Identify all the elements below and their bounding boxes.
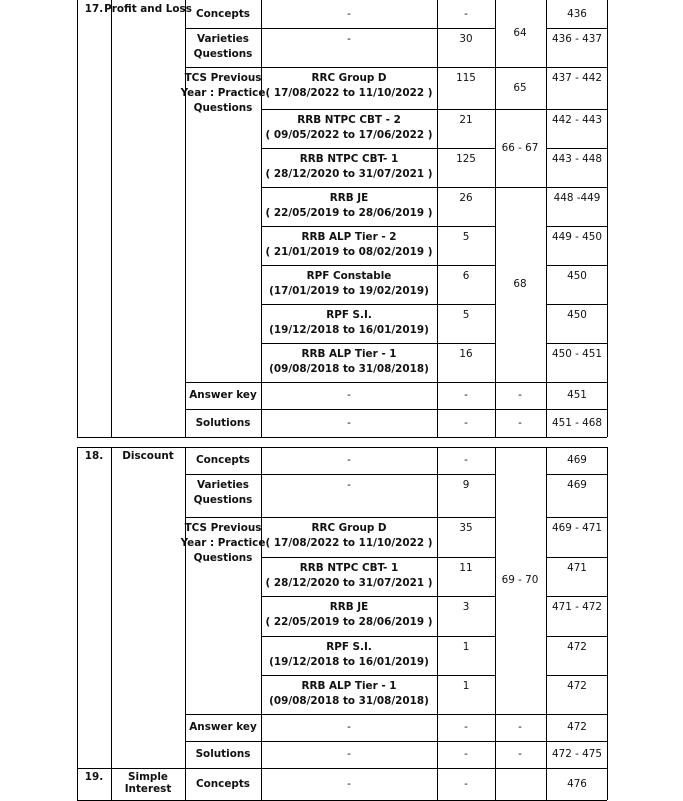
varieties-label: Varieties — [197, 33, 249, 45]
column-border — [111, 0, 112, 437]
exam-name: RRB JE — [329, 192, 369, 204]
column-border — [546, 768, 547, 800]
concepts-count: - — [464, 7, 468, 20]
concepts-page: 476 — [567, 777, 587, 790]
row-border — [495, 741, 546, 742]
exam-count: 5 — [462, 231, 470, 243]
varieties-label: Questions — [193, 48, 253, 60]
exam-page: 437 - 442 — [551, 72, 603, 84]
row-border — [185, 714, 437, 715]
varieties-desc: - — [347, 33, 351, 45]
merged-range: 68 — [513, 278, 527, 290]
row-border — [261, 596, 495, 597]
row-border — [437, 67, 495, 68]
row-border — [437, 714, 495, 715]
exam-name: RRC Group D — [311, 522, 387, 534]
varieties-label: Questions — [193, 494, 253, 506]
exam-page: 472 — [567, 641, 587, 653]
exam-name: RRB JE — [329, 601, 369, 613]
column-border — [437, 447, 438, 768]
exam-count: 21 — [459, 114, 473, 126]
exam-count: 125 — [456, 153, 476, 165]
row-border — [437, 409, 495, 410]
column-border — [607, 447, 608, 768]
exam-page: 450 - 451 — [551, 348, 603, 360]
answer_key-range: - — [518, 389, 522, 401]
row-border — [495, 67, 546, 68]
exam-dates: (09/08/2018 to 31/08/2018) — [269, 695, 429, 707]
column-border — [261, 768, 262, 800]
row-border — [437, 474, 495, 475]
row-border — [261, 675, 495, 676]
row-border — [546, 226, 607, 227]
exam-count: 1 — [462, 641, 470, 653]
row-border — [495, 382, 546, 383]
exam-name: RPF S.I. — [326, 641, 372, 653]
topic-name: Simple — [128, 771, 168, 783]
merged-range: 65 — [513, 81, 527, 94]
exam-dates: ( 21/01/2019 to 08/02/2019 ) — [265, 246, 433, 258]
exam-name: RRC Group D — [311, 72, 387, 84]
exam-page: 471 — [567, 562, 587, 574]
solutions-count: - — [464, 748, 468, 760]
row-border — [546, 28, 607, 29]
exam-name: RRB NTPC CBT - 2 — [297, 114, 401, 126]
row-border — [546, 675, 607, 676]
column-border — [495, 768, 496, 800]
exam-page: 450 — [567, 270, 587, 282]
topic-name: Discount — [122, 450, 174, 462]
answer_key-count: - — [464, 721, 468, 733]
varieties-label: Varieties — [197, 479, 249, 491]
row-border — [546, 148, 607, 149]
answer_key-desc: - — [347, 389, 351, 401]
row-border — [261, 343, 495, 344]
exam-name: RPF S.I. — [326, 309, 372, 321]
row-border — [437, 28, 495, 29]
row-border — [546, 67, 607, 68]
exam-count: 3 — [462, 601, 470, 613]
exam-count: 6 — [462, 270, 470, 282]
column-border — [77, 447, 78, 768]
exam-dates: (19/12/2018 to 16/01/2019) — [269, 656, 429, 668]
row-border — [261, 304, 495, 305]
concepts-label: Concepts — [196, 454, 250, 466]
tcs-label: Questions — [193, 102, 253, 114]
row-border — [546, 265, 607, 266]
row-border — [546, 517, 607, 518]
exam-count: 11 — [459, 562, 473, 574]
exam-page: 448 -449 — [553, 192, 601, 204]
row-border — [437, 741, 495, 742]
exam-name: RPF Constable — [306, 270, 392, 282]
row-border — [185, 67, 437, 68]
merged-range: 66 - 67 — [501, 141, 539, 154]
row-border — [185, 517, 437, 518]
row-border — [261, 265, 495, 266]
exam-page: 471 - 472 — [551, 601, 603, 613]
row-border — [546, 474, 607, 475]
row-border — [261, 226, 495, 227]
row-border — [261, 109, 495, 110]
answer_key-count: - — [464, 389, 468, 401]
row-border — [185, 28, 437, 29]
exam-dates: ( 28/12/2020 to 31/07/2021 ) — [265, 168, 433, 180]
column-border — [77, 0, 78, 437]
exam-dates: (19/12/2018 to 16/01/2019) — [269, 324, 429, 336]
row-border — [495, 714, 546, 715]
answer_key-desc: - — [347, 721, 351, 733]
row-border — [546, 714, 607, 715]
concepts-page: 436 — [567, 7, 587, 20]
column-border — [495, 0, 496, 437]
row-border — [546, 187, 607, 188]
solutions-range: - — [518, 416, 522, 429]
exam-dates: ( 22/05/2019 to 28/06/2019 ) — [265, 616, 433, 628]
answer_key-label: Answer key — [189, 721, 257, 733]
solutions-page: 451 - 468 — [551, 416, 603, 429]
row-border — [546, 557, 607, 558]
exam-name: RRB NTPC CBT- 1 — [299, 153, 399, 165]
row-border — [546, 382, 607, 383]
exam-count: 26 — [459, 192, 473, 204]
exam-count: 16 — [459, 348, 473, 360]
exam-dates: ( 17/08/2022 to 11/10/2022 ) — [265, 87, 433, 99]
column-border — [607, 0, 608, 437]
varieties-page: 436 - 437 — [551, 33, 603, 45]
varieties-count: 30 — [459, 33, 473, 45]
column-border — [495, 447, 496, 768]
solutions-desc: - — [347, 748, 351, 760]
column-border — [111, 447, 112, 768]
column-border — [261, 447, 262, 768]
topic-number: 17. — [84, 3, 104, 15]
exam-dates: ( 28/12/2020 to 31/07/2021 ) — [265, 577, 433, 589]
concepts-page: 469 — [567, 454, 587, 466]
tcs-label: Year : Practice — [180, 87, 266, 99]
row-border — [185, 382, 437, 383]
row-border — [261, 148, 495, 149]
tcs-label: TCS Previous — [184, 522, 262, 534]
answer_key-page: 472 — [567, 721, 587, 733]
solutions-count: - — [464, 416, 468, 429]
exam-page: 442 - 443 — [551, 114, 603, 126]
concepts-label: Concepts — [196, 7, 250, 20]
row-border — [495, 109, 546, 110]
row-border — [546, 596, 607, 597]
concepts-desc: - — [347, 777, 351, 790]
row-border — [185, 409, 437, 410]
solutions-label: Solutions — [195, 416, 251, 429]
exam-page: 472 — [567, 680, 587, 692]
column-border — [437, 0, 438, 437]
concepts-desc: - — [347, 454, 351, 466]
varieties-page: 469 — [567, 479, 587, 491]
column-border — [261, 0, 262, 437]
tcs-label: Questions — [193, 552, 253, 564]
row-border — [185, 741, 437, 742]
exam-name: RRB ALP Tier - 1 — [301, 348, 397, 360]
concepts-count: - — [464, 454, 468, 466]
exam-count: 115 — [456, 72, 476, 84]
exam-name: RRB ALP Tier - 1 — [301, 680, 397, 692]
exam-page: 469 - 471 — [551, 522, 603, 534]
exam-dates: ( 09/05/2022 to 17/06/2022 ) — [265, 129, 433, 141]
row-border — [261, 636, 495, 637]
topic-number: 19. — [84, 771, 104, 783]
tcs-label: TCS Previous — [184, 72, 262, 84]
row-border — [546, 409, 607, 410]
column-border — [77, 768, 78, 800]
row-border — [437, 382, 495, 383]
column-border — [546, 447, 547, 768]
row-border — [495, 187, 546, 188]
row-border — [185, 474, 437, 475]
exam-dates: (17/01/2019 to 19/02/2019) — [269, 285, 429, 297]
answer_key-label: Answer key — [189, 389, 257, 401]
topic-name: Interest — [124, 783, 172, 795]
exam-page: 450 — [567, 309, 587, 321]
merged-range: 69 - 70 — [501, 574, 539, 586]
concepts-desc: - — [347, 7, 351, 20]
row-border — [546, 636, 607, 637]
exam-name: RRB NTPC CBT- 1 — [299, 562, 399, 574]
merged-range: 64 — [513, 27, 527, 39]
column-border — [437, 768, 438, 800]
exam-dates: ( 22/05/2019 to 28/06/2019 ) — [265, 207, 433, 219]
topic-number: 18. — [84, 450, 104, 462]
solutions-label: Solutions — [195, 748, 251, 760]
row-border — [437, 517, 495, 518]
varieties-desc: - — [347, 479, 351, 491]
concepts-count: - — [464, 777, 468, 790]
column-border — [111, 768, 112, 800]
answer_key-page: 451 — [567, 389, 587, 401]
row-border — [546, 109, 607, 110]
exam-page: 449 - 450 — [551, 231, 603, 243]
exam-count: 35 — [459, 522, 473, 534]
exam-count: 1 — [462, 680, 470, 692]
column-border — [607, 768, 608, 800]
topic-name: Profit and Loss — [104, 3, 192, 15]
exam-name: RRB ALP Tier - 2 — [301, 231, 397, 243]
concepts-label: Concepts — [196, 777, 250, 790]
row-border — [495, 409, 546, 410]
exam-page: 443 - 448 — [551, 153, 603, 165]
exam-count: 5 — [462, 309, 470, 321]
row-border — [546, 741, 607, 742]
row-border — [261, 187, 495, 188]
exam-dates: ( 17/08/2022 to 11/10/2022 ) — [265, 537, 433, 549]
column-border — [185, 0, 186, 437]
solutions-desc: - — [347, 416, 351, 429]
column-border — [185, 768, 186, 800]
row-border — [261, 557, 495, 558]
solutions-range: - — [518, 748, 522, 760]
row-border — [546, 304, 607, 305]
solutions-page: 472 - 475 — [551, 748, 603, 760]
column-border — [546, 0, 547, 437]
row-border — [546, 343, 607, 344]
tcs-label: Year : Practice — [180, 537, 266, 549]
exam-dates: (09/08/2018 to 31/08/2018) — [269, 363, 429, 375]
varieties-count: 9 — [462, 479, 470, 491]
row-border — [77, 437, 607, 438]
column-border — [185, 447, 186, 768]
answer_key-range: - — [518, 721, 522, 733]
